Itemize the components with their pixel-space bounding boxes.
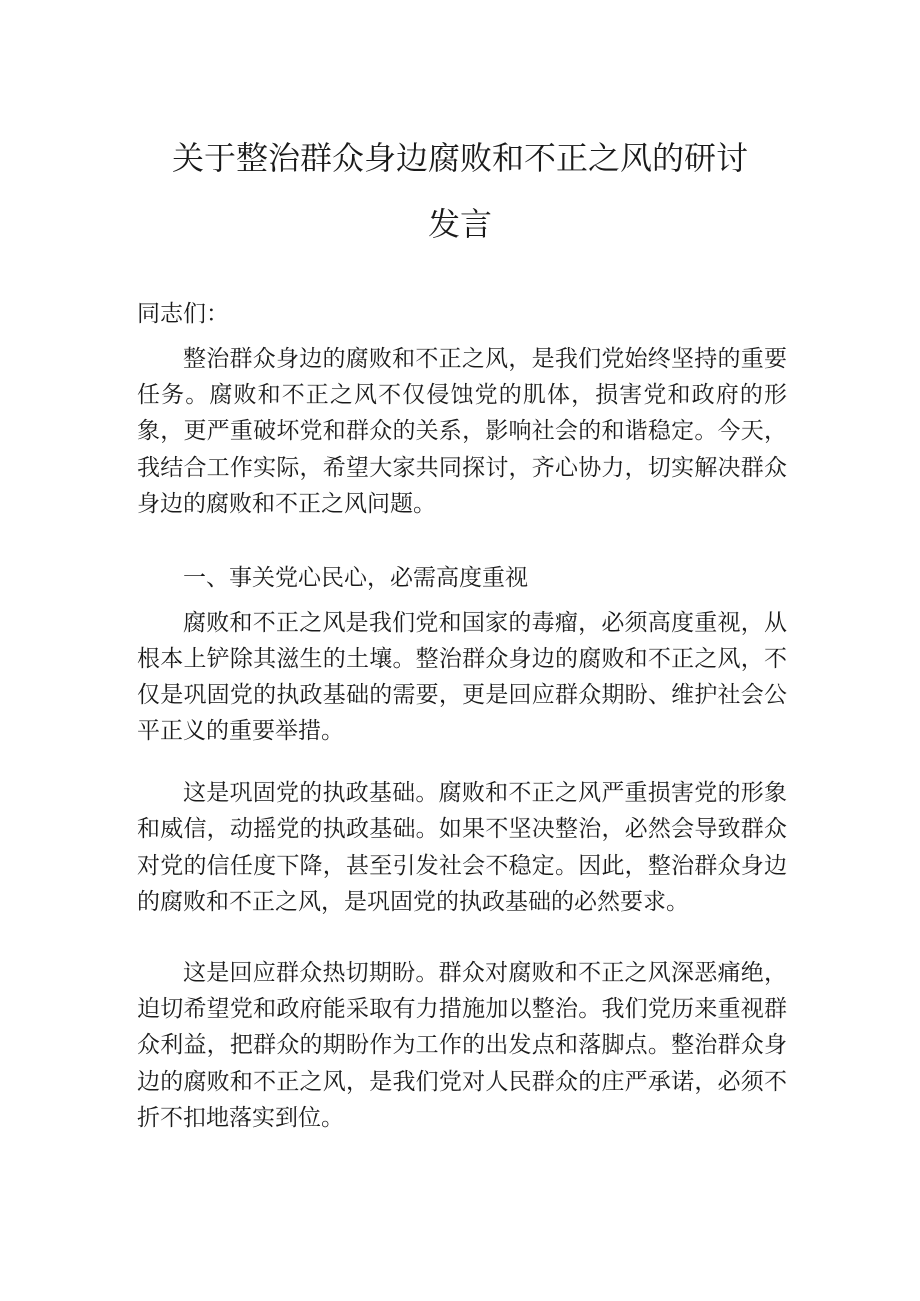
paragraph-public-expectation: 这是回应群众热切期盼。群众对腐败和不正之风深恶痛绝，迫切希望党和政府能采取有力措施加以整治。我们党历来重视群众利益，把群众的期盼作为工作的出发点和落脚点。整治群众身边的腐败和不正之风，是我们党对人民群众的庄严承诺，必须不折不扣地落实到位。 (137, 960, 787, 1131)
paragraph-section1-overview: 腐败和不正之风是我们党和国家的毒瘤，必须高度重视，从根本上铲除其滋生的土壤。整治群众身边的腐败和不正之风，不仅是巩固党的执政基础的需要，更是回应群众期盼、维护社会公平正义的重要举措。 (137, 610, 787, 744)
section-heading-1: 一、事关党心民心，必需高度重视 (183, 565, 528, 591)
paragraph-intro: 整治群众身边的腐败和不正之风，是我们党始终坚持的重要任务。腐败和不正之风不仅侵蚀党的肌体，损害党和政府的形象，更严重破坏党和群众的关系，影响社会的和谐稳定。今天，我结合工作实际，希望大家共同探讨，齐心协力，切实解决群众身边的腐败和不正之风问题。 (137, 346, 787, 517)
salutation: 同志们： (137, 301, 229, 327)
document-title-line-1: 关于整治群众身边腐败和不正之风的研讨 (171, 139, 748, 177)
document-title-line-2: 发言 (427, 205, 492, 243)
paragraph-governance-foundation: 这是巩固党的执政基础。腐败和不正之风严重损害党的形象和威信，动摇党的执政基础。如果不坚决整治，必然会导致群众对党的信任度下降，甚至引发社会不稳定。因此，整治群众身边的腐败和不正之风，是巩固党的执政基础的必然要求。 (137, 780, 787, 916)
